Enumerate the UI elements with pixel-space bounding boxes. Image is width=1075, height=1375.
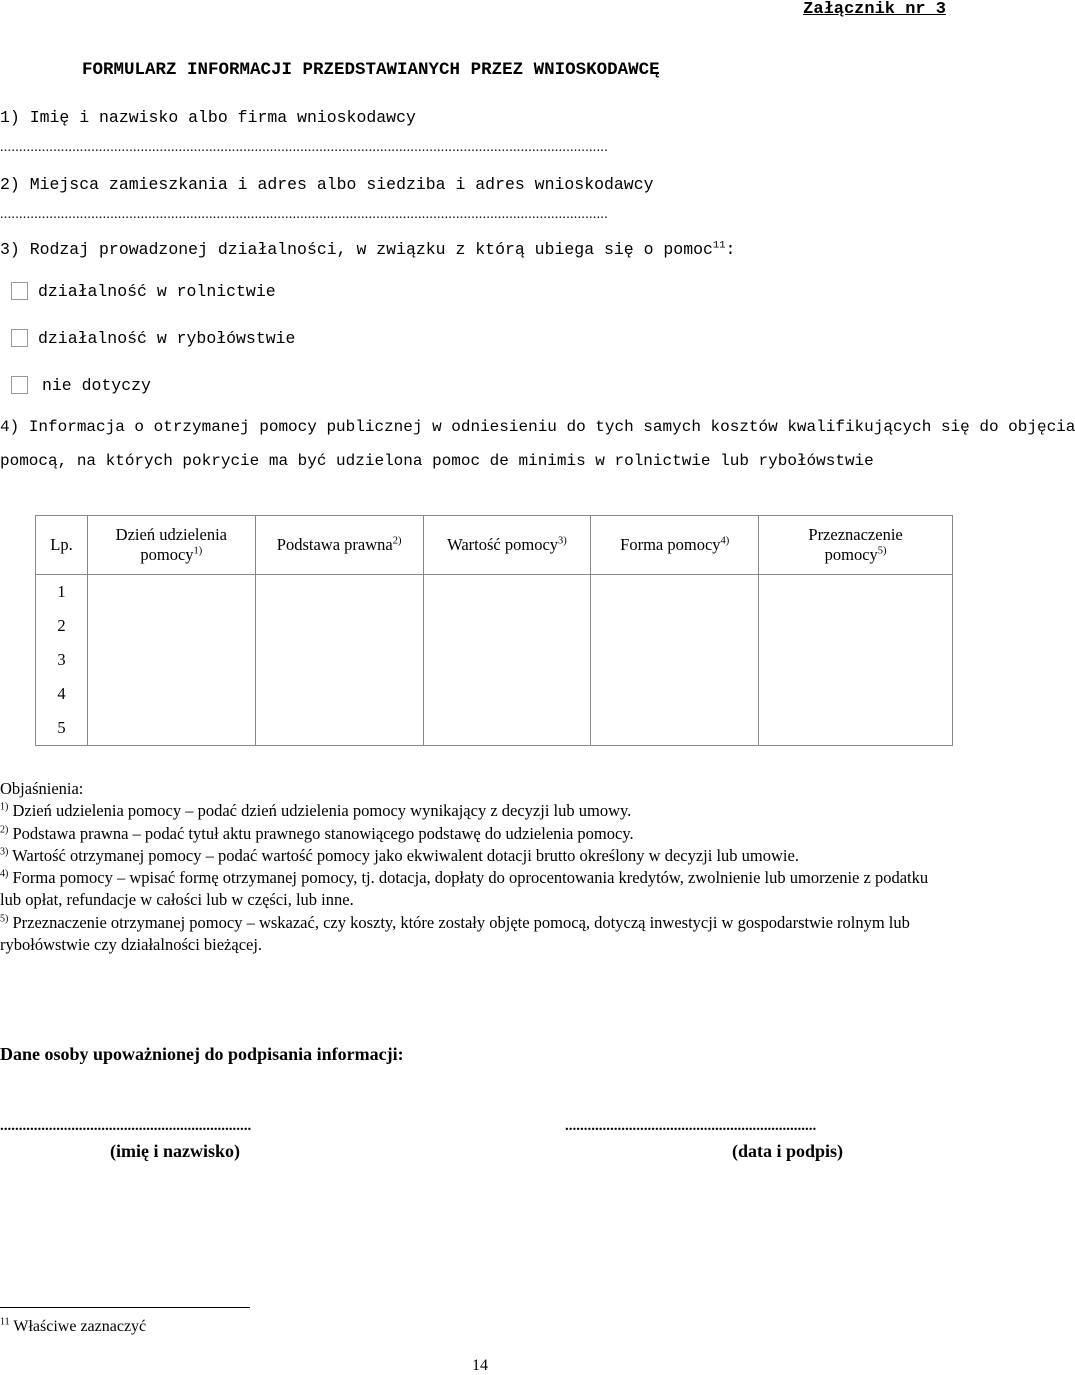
date-signature-dots-line[interactable]: ...................................................................: [565, 1118, 817, 1134]
checkbox-agriculture[interactable]: [11, 282, 28, 300]
explanation-item: $^{2)}$ Podstawa prawna – podać tytuł aktu prawnego stanowiącego podstawę do udzielenia pomocy.: [0, 823, 634, 843]
explanation-item: $^{5)}$ Przeznaczenie otrzymanej pomocy – wskazać, czy koszty, które zostały objęte pomocą, dotyczą inwestycji w gospodarstwie rolnym lub rybołówstwie czy działalności bieżącej.: [0, 912, 910, 955]
checkbox-not-applicable[interactable]: [11, 376, 28, 394]
page-number: 14: [472, 1357, 488, 1374]
signatory-heading: Dane osoby upoważnionej do podpisania informacji:: [0, 1044, 404, 1064]
row-number: 5: [36, 711, 88, 746]
form-title: FORMULARZ INFORMACJI PRZEDSTAWIANYCH PRZEZ WNIOSKODAWCĘ: [82, 60, 660, 80]
header-grant-date: Dzień udzielenia pomocy$^{1)}$: [87, 516, 255, 575]
option-label-agriculture: działalność w rolnictwie: [38, 282, 276, 301]
header-aid-purpose: Przeznaczenie pomocy$^{5)}$: [759, 516, 953, 575]
cell-aid-form[interactable]: [591, 575, 759, 746]
name-label: (imię i nazwisko): [110, 1141, 240, 1161]
header-legal-basis: Podstawa prawna$^{2)}$: [255, 516, 423, 575]
footnote-separator: [0, 1307, 250, 1308]
row-number: 3: [36, 643, 88, 677]
q4-line-1: 4) Informacja o otrzymanej pomocy publicznej w odniesieniu do tych samych kosztów kwalifikujących się do objęcia: [0, 418, 1075, 436]
row-number: 2: [36, 609, 88, 643]
q2-label: 2) Miejsca zamieszkania i adres albo siedziba i adres wnioskodawcy: [0, 175, 654, 194]
row-number: 4: [36, 677, 88, 711]
checkbox-fishery[interactable]: [11, 329, 28, 347]
name-dots-line[interactable]: ...................................................................: [0, 1118, 252, 1134]
cell-legal-basis[interactable]: [255, 575, 423, 746]
cell-grant-date[interactable]: [87, 575, 255, 746]
date-signature-label: (data i podpis): [732, 1141, 844, 1161]
q3-label: 3) Rodzaj prowadzonej działalności, w związku z którą ubiega się o pomoc$^{11}$:: [0, 239, 736, 259]
explanations: [0, 778, 940, 956]
option-label-not-applicable: nie dotyczy: [42, 376, 151, 395]
header-lp: Lp.: [36, 516, 88, 575]
cell-aid-purpose[interactable]: [759, 575, 953, 746]
q2-answer-line[interactable]: ................................................................................................................................................................: [0, 207, 608, 222]
row-number: 1: [36, 575, 88, 610]
cell-aid-value[interactable]: [423, 575, 591, 746]
footnote: $^{11}$ Właściwe zaznaczyć: [0, 1316, 147, 1335]
header-aid-form: Forma pomocy$^{4)}$: [591, 516, 759, 575]
option-label-fishery: działalność w rybołówstwie: [38, 329, 296, 348]
aid-table: [35, 515, 953, 746]
q1-answer-line[interactable]: ................................................................................................................................................................: [0, 140, 608, 155]
header-aid-value: Wartość pomocy$^{3)}$: [423, 516, 591, 575]
explanation-item: $^{1)}$ Dzień udzielenia pomocy – podać dzień udzielenia pomocy wynikający z decyzji lub umowy.: [0, 801, 632, 821]
annex-label: Załącznik nr 3: [803, 0, 946, 19]
q1-label: 1) Imię i nazwisko albo firma wnioskodawcy: [0, 108, 416, 127]
explanation-item: $^{3)}$ Wartość otrzymanej pomocy – podać wartość pomocy jako ekwiwalent dotacji brutto określony w decyzji lub umowie.: [0, 845, 799, 865]
q4-line-2: pomocą, na których pokrycie ma być udzielona pomoc de minimis w rolnictwie lub rybołówstwie: [0, 452, 874, 470]
table-row: [36, 575, 953, 610]
explanations-heading: Objaśnienia:: [0, 779, 84, 798]
table-header-row: [36, 516, 953, 575]
footnote-ref-11: 11: [712, 239, 726, 252]
explanation-item: $^{4)}$ Forma pomocy – wpisać formę otrzymanej pomocy, tj. dotacja, dopłaty do oprocentowania kredytów, zwolnienie lub umorzenie z podatku lub opłat, refundacje w całości lub w części, lub inne.: [0, 868, 929, 910]
